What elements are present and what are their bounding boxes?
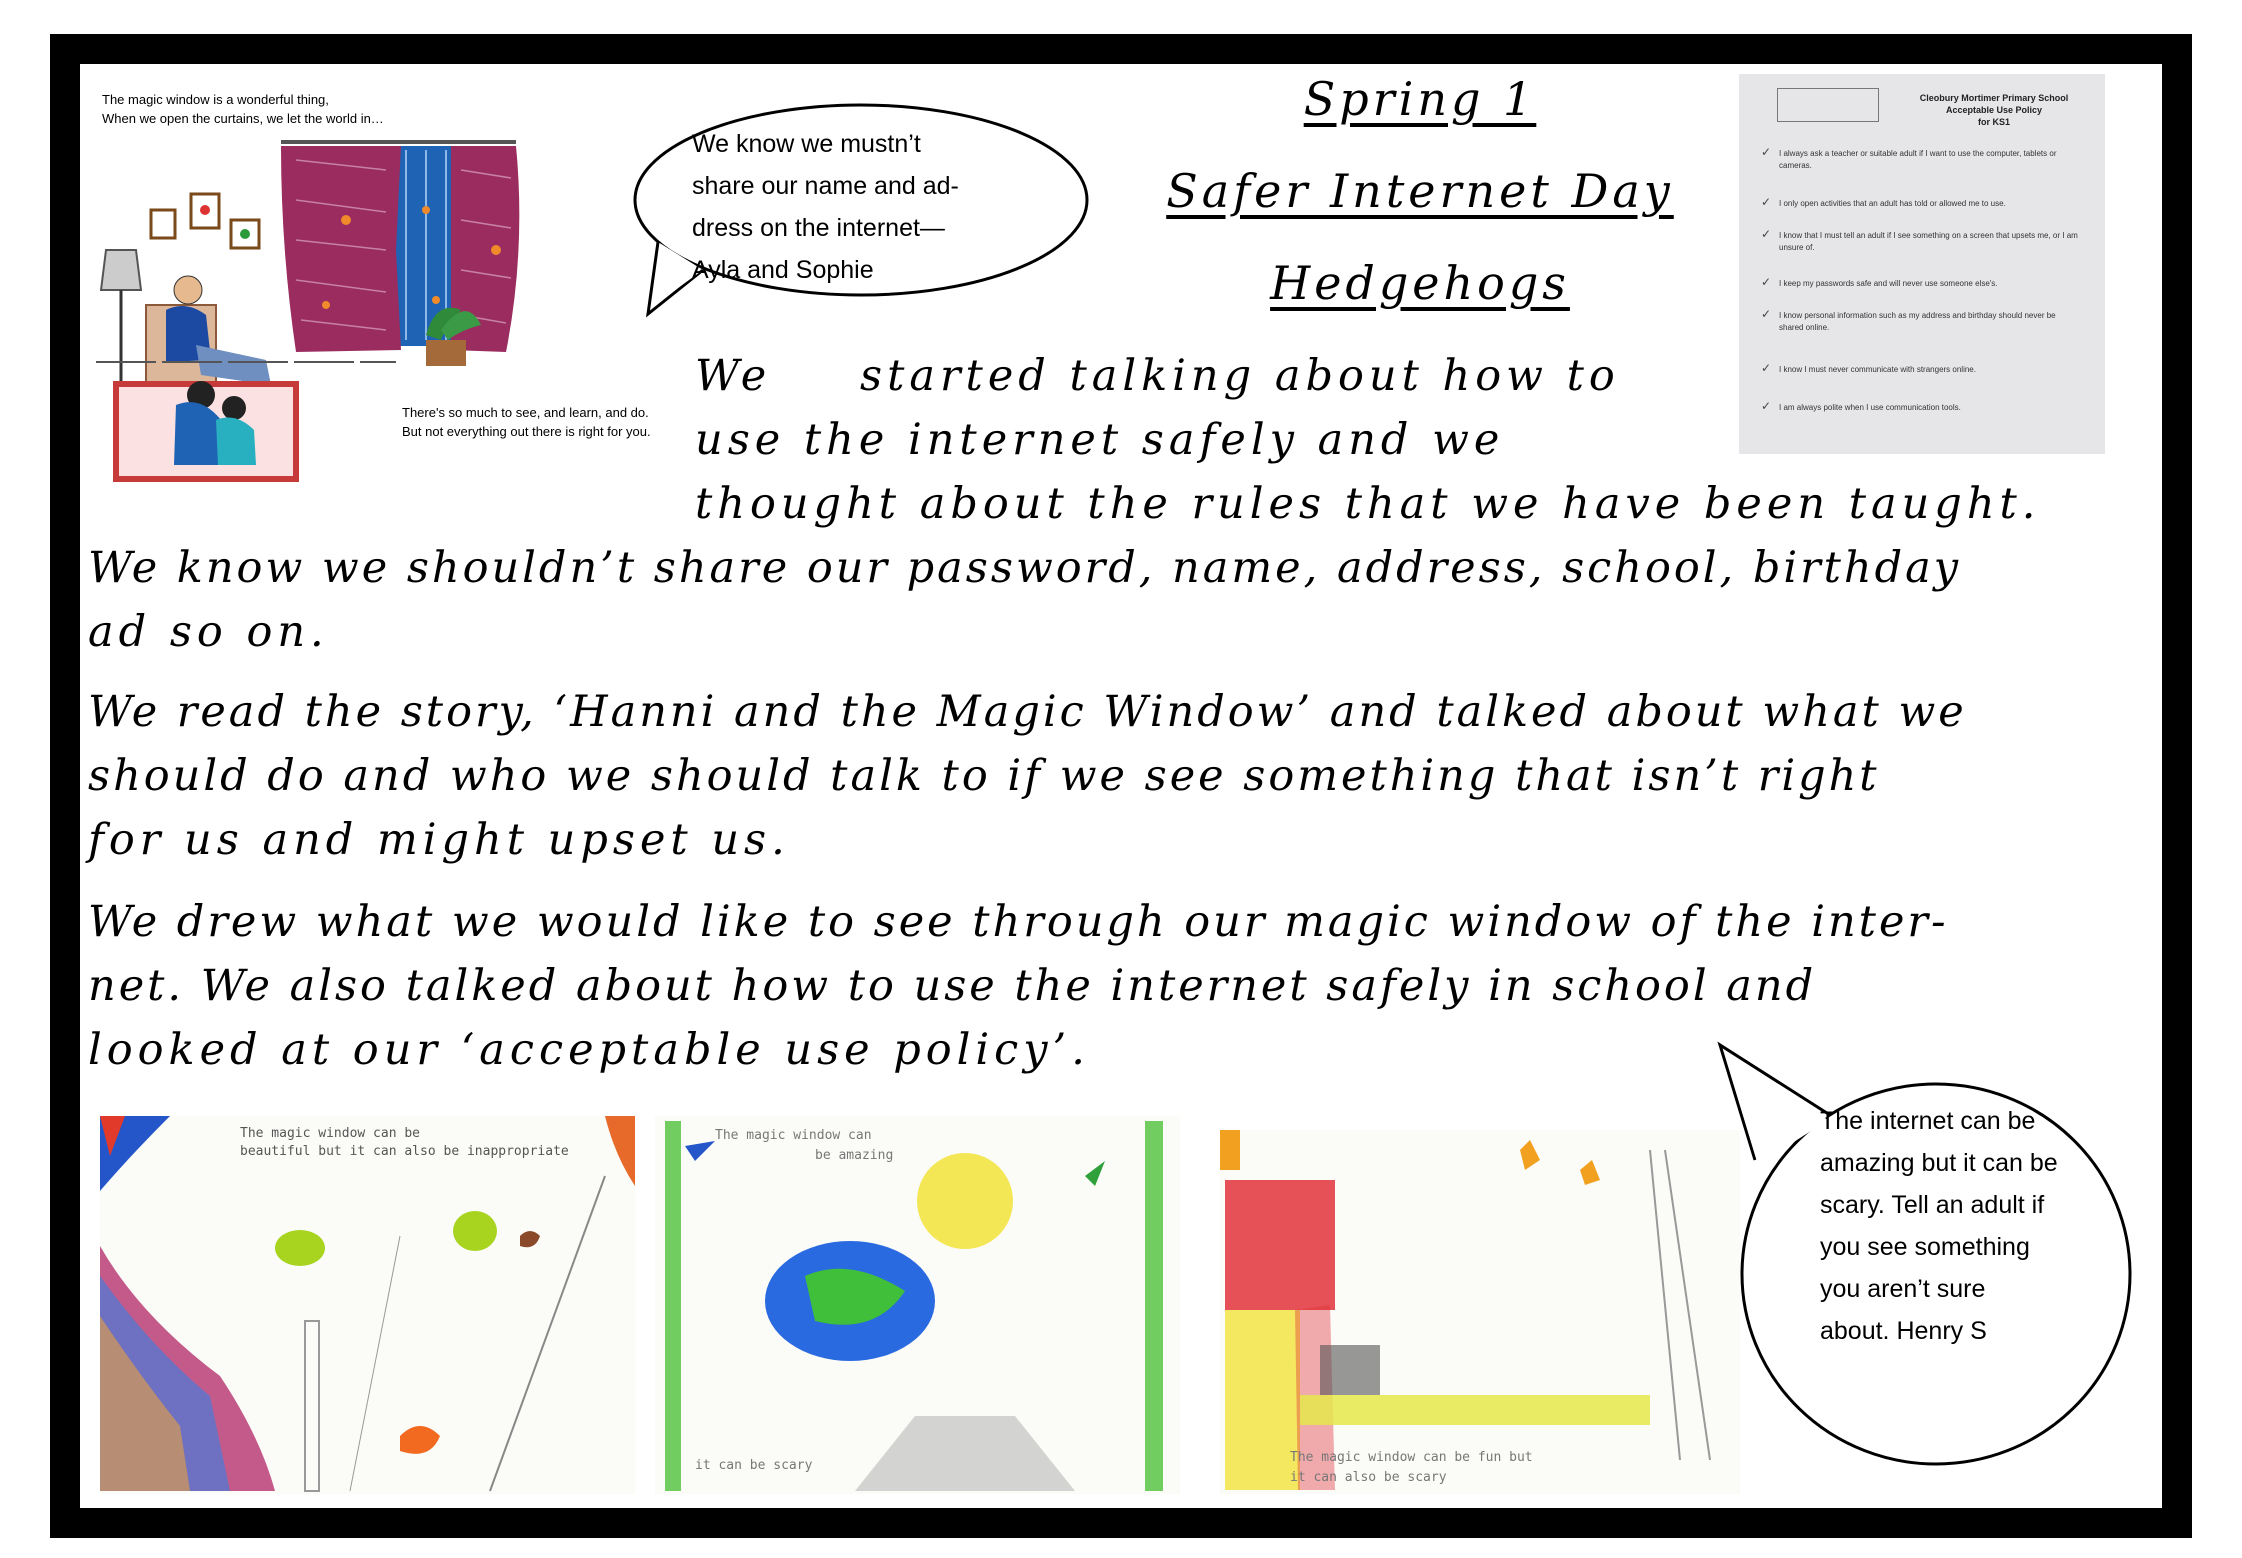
illustration-caption-bottom-2: But not everything out there is right for you. [402, 424, 651, 439]
body-p3-line3: looked at our ‘acceptable use policy’. [88, 1025, 1090, 1075]
body-p1-line1: started talking about how to [860, 351, 1620, 401]
policy-item-text: I only open activities that an adult has told or allowed me to use. [1779, 199, 2006, 208]
bubble-left-line: dress on the internet— [692, 214, 945, 242]
check-icon: ✓ [1761, 361, 1772, 375]
bubble-right-line: amazing but it can be [1820, 1149, 2058, 1177]
bubble-right-text [1820, 1100, 2058, 1352]
page-title-class: Hedgehogs [1270, 256, 1570, 310]
policy-school: Cleobury Mortimer Primary School [1919, 93, 2069, 103]
policy-item-text: I always ask a teacher or suitable adult if I want to use the computer, tablets or cameras. [1779, 149, 2057, 170]
body-p2-line2: should do and who we should talk to if we see something that isn’t right [88, 751, 1880, 801]
check-icon: ✓ [1761, 145, 1772, 159]
check-icon: ✓ [1761, 195, 1772, 209]
body-p1-line1-we: We [695, 351, 772, 401]
policy-item-text: I know I must never communicate with strangers online. [1779, 365, 1976, 374]
policy-item [1761, 145, 2079, 172]
policy-item-text: I am always polite when I use communication tools. [1779, 403, 1961, 412]
policy-item [1761, 227, 2079, 254]
policy-header [1894, 92, 2094, 128]
bubble-left-line: share our name and ad- [692, 172, 959, 200]
hanni-illustration [96, 80, 686, 490]
policy-subtitle: for KS1 [1977, 117, 2010, 127]
policy-title: Acceptable Use Policy [1945, 105, 2043, 115]
drawing-3-art [1220, 1130, 1740, 1496]
page-title-safer-internet-day: Safer Internet Day [1166, 164, 1674, 218]
bubble-left-line: We know we mustn’t [692, 130, 921, 158]
body-p2-line1: We read the story, ‘Hanni and the Magic Window’ and talked about what we [88, 687, 1967, 737]
body-p1-line4: We know we shouldn’t share our password, name, address, school, birthday [88, 543, 1962, 593]
check-icon: ✓ [1761, 275, 1772, 289]
bubble-right-line: scary. Tell an adult if [1820, 1191, 2045, 1219]
policy-item [1761, 275, 2079, 290]
bubble-left-line: Ayla and Sophie [692, 256, 874, 284]
acceptable-use-policy-photo [1739, 74, 2105, 454]
body-p3-line2: net. We also talked about how to use the internet safely in school and [88, 961, 1817, 1011]
bubble-right-line: you see something [1820, 1233, 2030, 1261]
bubble-right-line: The internet can be [1820, 1107, 2036, 1135]
policy-item-text: I know that I must tell an adult if I see something on a screen that upsets me, or I am unsure of. [1779, 231, 2078, 252]
illustration-caption-top-2: When we open the curtains, we let the world in… [102, 111, 384, 126]
drawing-1-caption-2: beautiful but it can also be inappropriate [240, 1144, 569, 1159]
check-icon: ✓ [1761, 227, 1772, 241]
drawing-1-caption-1: The magic window can be [240, 1126, 421, 1141]
body-p1-line5: ad so on. [88, 607, 329, 657]
child-drawing-3 [1220, 1130, 1740, 1496]
school-logo [1777, 88, 1879, 122]
policy-item [1761, 399, 2079, 414]
drawing-2-caption-1: The magic window can [715, 1128, 872, 1143]
illustration-caption-top-1: The magic window is a wonderful thing, [102, 92, 329, 107]
illustration-caption-bottom-1: There's so much to see, and learn, and do. [402, 405, 649, 420]
bubble-left-text [692, 123, 959, 291]
body-p2-line3: for us and might upset us. [88, 815, 790, 865]
check-icon: ✓ [1761, 307, 1772, 321]
bubble-right-line: about. Henry S [1820, 1317, 1987, 1345]
bubble-right-line: you aren’t sure [1820, 1275, 1986, 1303]
drawing-3-caption-1: The magic window can be fun but [1290, 1450, 1533, 1465]
child-drawing-2 [655, 1116, 1180, 1496]
check-icon: ✓ [1761, 399, 1772, 413]
policy-item [1761, 195, 2079, 210]
policy-item [1761, 307, 2079, 334]
child-drawing-1 [100, 1116, 635, 1496]
body-p3-line1: We drew what we would like to see through our magic window of the inter- [88, 897, 1949, 947]
body-p1-line2: use the internet safely and we [695, 415, 1505, 465]
body-p1-line3: thought about the rules that we have been taught. [695, 479, 2041, 529]
drawing-2-caption-2: be amazing [815, 1148, 894, 1163]
drawing-2-caption-3: it can be scary [695, 1458, 813, 1473]
policy-item [1761, 361, 2079, 376]
policy-item-text: I keep my passwords safe and will never use someone else's. [1779, 279, 1998, 288]
page-title-spring: Spring 1 [1303, 72, 1537, 126]
policy-item-text: I know personal information such as my address and birthday should never be shared online. [1779, 311, 2056, 332]
drawing-1-art [100, 1116, 635, 1496]
drawing-3-caption-2: it can also be scary [1290, 1470, 1447, 1485]
drawing-2-art [655, 1116, 1180, 1496]
